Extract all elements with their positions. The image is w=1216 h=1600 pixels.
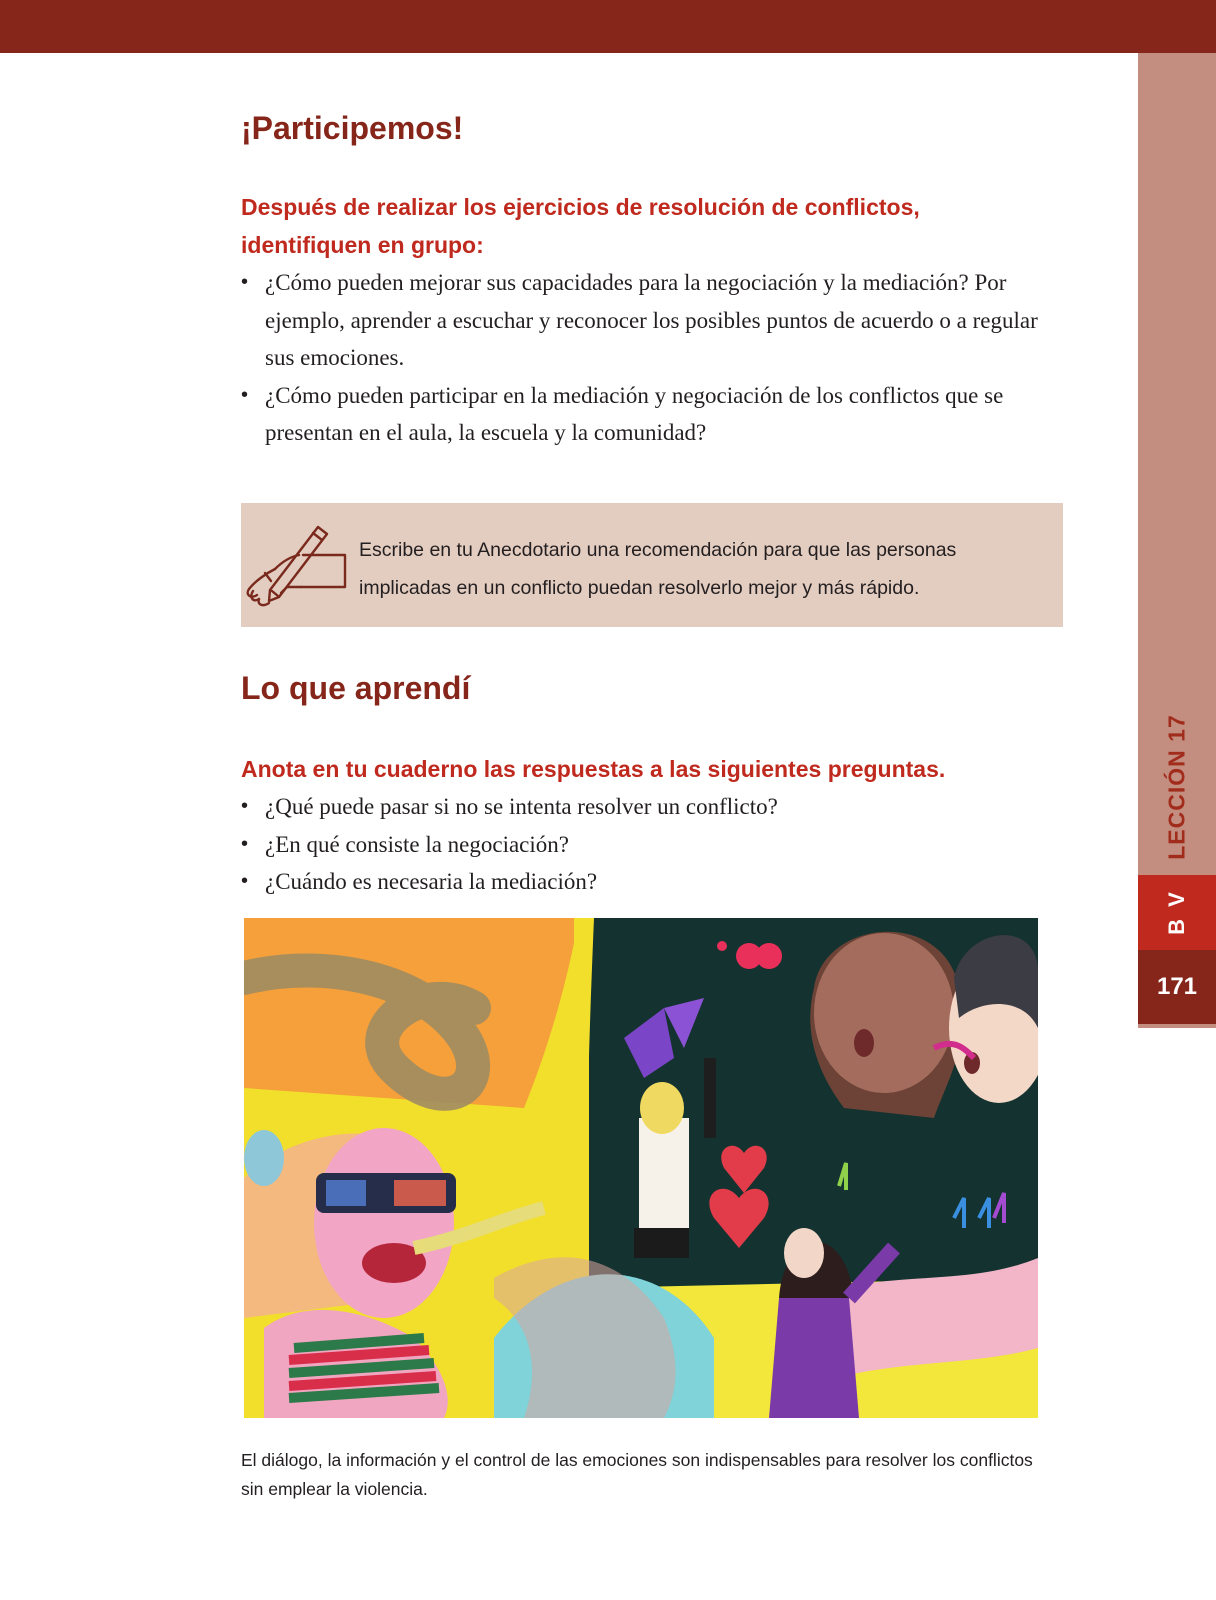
- hand-writing-pencil-icon: [241, 521, 351, 611]
- note-text: Escribe en tu Anecdotario una recomendación para que las personas implicadas en un conflicto puedan resolverlo mejor y más rápido.: [359, 539, 957, 599]
- section-title-lo-que-aprendi: Lo que aprendí: [241, 670, 471, 706]
- list-item: • ¿Cómo pueden mejorar sus capacidades para la negociación y la mediación? Por ejemplo, aprender a escuchar y reconocer los posibles puntos de acuerdo o a regular sus emociones.: [241, 264, 1041, 377]
- side-tab-lesson: [1138, 700, 1216, 875]
- image-caption: El diálogo, la información y el control de las emociones son indispensables para resolver los conflictos sin emplear la violencia.: [241, 1450, 1033, 1499]
- section-instruction: Después de realizar los ejercicios de resolución de conflictos, identifiquen en grupo:: [241, 194, 920, 258]
- lesson-label: LECCIÓN 17: [1163, 714, 1190, 860]
- question-list: [241, 264, 1041, 452]
- list-item: • ¿Qué puede pasar si no se intenta resolver un conflicto?: [241, 788, 1041, 826]
- illustration-artwork: [244, 918, 1038, 1418]
- section-instruction: Anota en tu cuaderno las respuestas a las siguientes preguntas.: [241, 756, 946, 782]
- list-item: • ¿Cómo pueden participar en la mediación y negociación de los conflictos que se presentan en el aula, la escuela y la comunidad?: [241, 377, 1041, 452]
- list-item: • ¿En qué consiste la negociación?: [241, 826, 1041, 864]
- anecdotario-note-box: [241, 503, 1063, 627]
- block-label: B V: [1164, 889, 1189, 935]
- page-number: 171: [1138, 950, 1216, 1024]
- side-tab-block: [1138, 875, 1216, 950]
- top-band: [0, 0, 1216, 53]
- list-item: • ¿Cuándo es necesaria la mediación?: [241, 863, 1041, 901]
- question-list: [241, 788, 1041, 901]
- section-title-participemos: ¡Participemos!: [241, 110, 464, 146]
